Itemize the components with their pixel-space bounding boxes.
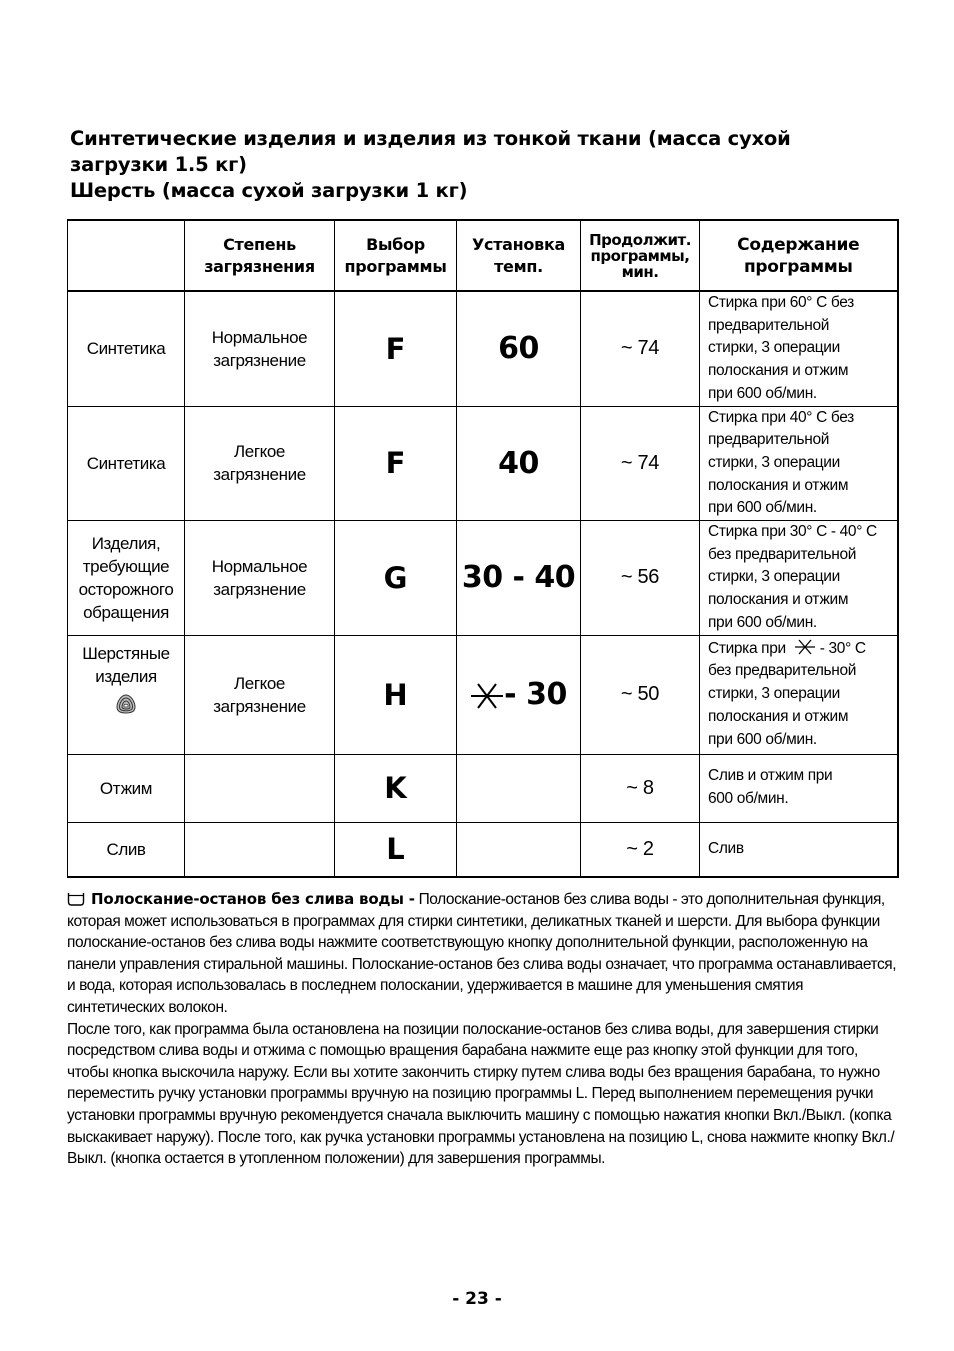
header-content-line: Содержание (737, 234, 860, 255)
header-temp-line: Установка (471, 234, 566, 254)
soil-text: Легкое (234, 673, 285, 693)
temp-cell (457, 822, 581, 877)
header-program (335, 220, 457, 291)
note-paragraph-1 (67, 889, 897, 1019)
note-paragraph-2: После того, как программа была остановлена на позиции полоскание-останов без слива воды, для завершения стирки посредством слива воды и отжима с помощью вращения барабана нажмите еще раз кнопку этой функции для того, чтобы кнопка выскочила наружу. Если вы хотите закончить стирку путем слива воды без вращения барабана, то нужно переместить ручку установки программы вручную на позицию программы L. Перед выполнением перемещения ручки установки программы вручную рекомендуется сначала выключить машину с помощью нажатия кнопки Вкл./Выкл. (копка выскакивает наружу). После того, как ручка установки программы установлена на позицию L, снова нажмите кнопку Вкл./Выкл. (кнопка остается в утопленном положении) для завершения программы. (67, 1020, 895, 1168)
header-soil-line: загрязнения (204, 256, 315, 276)
temp-cell: 30 - 40 (457, 521, 581, 636)
content-line: стирки, 3 операции (708, 685, 840, 703)
fabric-text: Шерстяные (82, 643, 170, 663)
content-line: Стирка при 60° С без (708, 294, 854, 311)
header-duration (581, 220, 700, 291)
header-content-line: программы (743, 256, 853, 277)
content-line: полоскания и отжим (708, 591, 849, 609)
content-line: без предварительной (708, 662, 857, 680)
header-temp-line: темп. (494, 256, 543, 276)
program-cell: K (335, 754, 457, 822)
program-cell: F (335, 291, 457, 406)
content-line: при 600 об/мин. (708, 384, 817, 402)
note-text-1: Полоскание-останов без слива воды - это дополнительная функция, которая может использоваться в программах для стирки синтетики, деликатных тканей и шерсти. Для выбора функции полоскание-останов без слива воды нажмите соответствующую кнопку дополнительной функции, расположенную на панели управления стиральной машины. Полоскание-останов без слива воды означает, что программа останавливается, и вода, которая использовалась в последнем полоскании, удерживается в машине для уменьшения смятия синтетических волокон. (67, 891, 897, 1016)
content-line: стирки, 3 операции (708, 453, 840, 471)
heading-line-2: загрузки 1.5 кг) (70, 153, 247, 176)
header-duration-line: мин. (621, 262, 659, 281)
table-row (68, 291, 898, 406)
wool-icon (115, 694, 137, 714)
header-fabric (68, 220, 185, 291)
content-cell (700, 822, 898, 877)
header-content (700, 220, 898, 291)
soil-cell (185, 754, 335, 822)
soil-text: загрязнение (213, 696, 306, 716)
header-temp (457, 220, 581, 291)
program-cell: L (335, 822, 457, 877)
rinse-hold-icon (67, 892, 85, 906)
content-line: 600 об/мин. (708, 790, 789, 808)
soil-cell (185, 521, 335, 636)
content-line: полоскания и отжим (708, 476, 849, 494)
page-number: - 23 - (452, 1289, 502, 1309)
content-line: полоскания и отжим (708, 362, 849, 380)
cold-wash-icon (794, 639, 816, 655)
table-row (68, 754, 898, 822)
header-program-line: Выбор (366, 234, 425, 254)
header-duration-line: программы, (590, 246, 690, 265)
fabric-text: осторожного (78, 579, 174, 599)
header-program-line: программы (344, 256, 447, 276)
soil-cell (185, 291, 335, 406)
content-cell (700, 291, 898, 406)
fabric-cell (68, 822, 185, 877)
soil-cell (185, 406, 335, 521)
content-line: стирки, 3 операции (708, 339, 840, 357)
content-line: без предварительной (708, 545, 857, 563)
duration-cell: ~ 2 (581, 822, 700, 877)
content-prefix: Стирка при (708, 639, 786, 657)
table-row (68, 521, 898, 636)
content-cell (700, 406, 898, 521)
fabric-text: Отжим (99, 778, 153, 798)
header-soil-line: Степень (223, 234, 296, 254)
content-line: при 600 об/мин. (708, 499, 817, 517)
table-header-row (68, 220, 898, 291)
fabric-text: Синтетика (86, 453, 166, 473)
temp-cell: 60 (457, 291, 581, 406)
fabric-cell (68, 754, 185, 822)
content-cell (700, 521, 898, 636)
soil-text: загрязнение (213, 465, 306, 485)
program-cell: H (335, 635, 457, 754)
duration-cell: ~ 8 (581, 754, 700, 822)
temp-value: - 30 (504, 677, 567, 713)
fabric-text: Изделия, (91, 533, 161, 553)
fabric-text: требующие (82, 556, 170, 576)
duration-cell: ~ 74 (581, 291, 700, 406)
rinse-hold-note (67, 889, 897, 1170)
soil-text: Нормальное (211, 556, 308, 576)
note-title: Полоскание-останов без слива воды - (91, 890, 415, 908)
soil-text: загрязнение (213, 579, 306, 599)
heading-line-3: Шерсть (масса сухой загрузки 1 кг) (70, 179, 468, 202)
content-line: Слив и отжим при (708, 767, 833, 785)
soil-cell (185, 822, 335, 877)
heading-line-1: Синтетические изделия и изделия из тонкой ткани (масса сухой (70, 127, 791, 150)
program-table (67, 219, 899, 878)
content-line: Слив (708, 839, 744, 857)
content-line: Стирка при 30° С - 40° С (708, 523, 877, 541)
content-line: полоскания и отжим (708, 707, 849, 725)
program-cell: F (335, 406, 457, 521)
content-line: предварительной (708, 431, 830, 449)
header-soil (185, 220, 335, 291)
table-row (68, 822, 898, 877)
temp-cell (457, 635, 581, 754)
fabric-cell (68, 635, 185, 754)
content-line: Стирка при 40° С без (708, 408, 854, 426)
content-line: стирки, 3 операции (708, 568, 840, 586)
content-line: предварительной (708, 316, 830, 334)
program-cell: G (335, 521, 457, 636)
cold-wash-icon (470, 681, 504, 711)
fabric-cell (68, 291, 185, 406)
content-cell (700, 635, 898, 754)
section-heading (70, 126, 830, 204)
duration-cell: ~ 56 (581, 521, 700, 636)
fabric-text: обращения (83, 602, 169, 622)
content-cell (700, 754, 898, 822)
duration-cell: ~ 74 (581, 406, 700, 521)
content-line (708, 638, 895, 661)
soil-text: Легкое (234, 442, 285, 462)
soil-text: загрязнение (213, 350, 306, 370)
fabric-cell (68, 406, 185, 521)
fabric-text: изделия (95, 666, 157, 686)
table-row (68, 635, 898, 754)
soil-text: Нормальное (211, 327, 308, 347)
duration-cell: ~ 50 (581, 635, 700, 754)
fabric-text: Синтетика (86, 339, 166, 359)
content-line: при 600 об/мин. (708, 730, 817, 748)
fabric-cell (68, 521, 185, 636)
header-duration-line: Продолжит. (589, 230, 691, 249)
fabric-text: Слив (106, 839, 146, 859)
content-suffix: - 30° С (819, 639, 866, 657)
temp-cell: 40 (457, 406, 581, 521)
content-line: при 600 об/мин. (708, 613, 817, 631)
soil-cell (185, 635, 335, 754)
table-row (68, 406, 898, 521)
temp-cell (457, 754, 581, 822)
